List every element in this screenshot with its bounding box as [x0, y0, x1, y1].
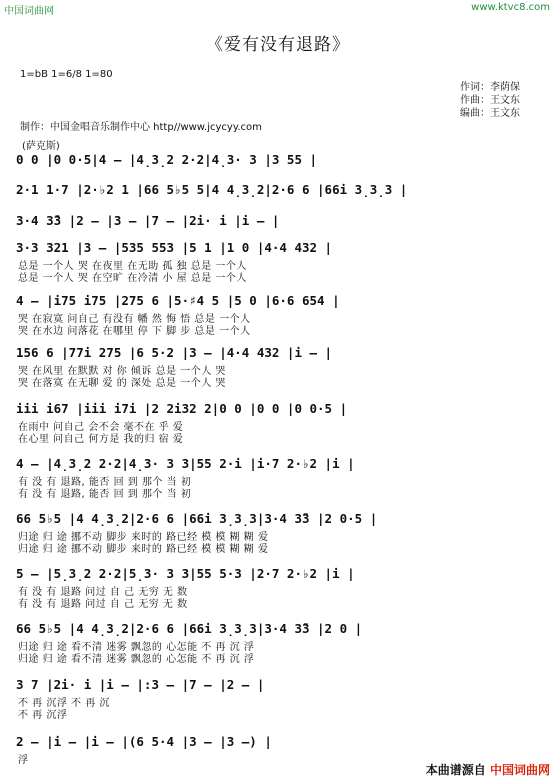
lyric-line: 不 再 沉浮	[18, 710, 68, 721]
footer-label: 本曲谱源自	[425, 763, 486, 777]
lyric-line: 在雨中 问自己 会不会 毫不在 乎 爱	[18, 422, 184, 433]
notation-row: 156 6 |77i 275 |6 5·2 |3 – |4·4 432 |i – |	[16, 345, 333, 360]
footer-source	[426, 761, 550, 778]
lyric-line: 哭 在落寞 在无聊 爱 的 深处 总是 一个人 哭	[18, 378, 226, 389]
lyric-line: 归途 归 途 挪不动 脚步 来时的 路已经 模 模 糊 糊 爱	[18, 544, 269, 555]
watermark-left: 中国词曲网	[4, 6, 54, 17]
instrument-label: (萨克斯)	[22, 141, 60, 152]
lyric-line: 哭 在风里 在默默 对 你 倾诉 总是 一个人 哭	[18, 366, 226, 377]
song-title: 《爱有没有退路》	[206, 35, 350, 55]
lyric-line: 有 没 有 退路 问过 自 己 无穷 无 数	[18, 587, 188, 598]
lyric-line: 哭 在水边 问落花 在哪里 停 下 脚 步 总是 一个人	[18, 326, 251, 337]
footer-brand[interactable]: 中国词曲网	[489, 763, 550, 777]
notation-row: iii i67 |iii i7i |2 2i32 2|0 0 |0 0 |0 0·5 |	[16, 401, 348, 416]
lyric-line: 归途 归 途 看不清 迷雾 飘忽的 心怎能 不 再 沉 浮	[18, 642, 255, 653]
lyric-line: 归途 归 途 挪不动 脚步 来时的 路已经 模 模 糊 糊 爱	[18, 532, 269, 543]
notation-row: 4 – |4̣3̣2 2·2|4̣3· 3 3|55 2·i |i·7 2·♭2 |i |	[16, 456, 355, 471]
lyric-line: 浮	[18, 755, 29, 766]
notation-row: 3 7 |2i· i |i – |:3 – |7 – |2 – |	[16, 677, 265, 692]
notation-row: 3·3 321 |3 – |535 553 |5 1 |1 0 |4·4 432 |	[16, 240, 333, 255]
lyric-line: 有 没 有 退路, 能否 回 到 那个 当 初	[18, 477, 192, 488]
lyric-line: 有 没 有 退路, 能否 回 到 那个 当 初	[18, 489, 192, 500]
key-signature: 1=bB 1=6/8 1=80	[20, 69, 113, 80]
notation-row: 5 – |5̣3̣2 2·2|5̣3· 3 3|55 5·3 |2·7 2·♭2 |i |	[16, 566, 355, 581]
notation-row: 3·4 3̄3 |2 – |3 – |7 – |2i· i |i – |	[16, 213, 280, 228]
lyricist-credit: 作词：李荫保	[460, 82, 520, 93]
notation-row: 0 0 |0 0·5|4 – |4̣3̣2 2·2|4̣3· 3 |3 55 |	[16, 152, 318, 167]
lyric-line: 总是 一个人 哭 在空旷 在冷清 小 屋 总是 一个人	[18, 273, 247, 284]
notation-row: 4 – |i75 i75 |275 6 |5·♯4 5 |5 0 |6·6 654 |	[16, 293, 340, 308]
composer-credit: 作曲：王文东	[460, 95, 520, 106]
notation-row: 2 – |i – |i – |(6 5·4 |3 – |3 –) |	[16, 734, 272, 749]
notation-row: 66 5♭5 |4 4̣3̣2|2·6 6 |66i 3̣3̣3|3·4 3̄3 |2 0·5 |	[16, 511, 378, 526]
lyric-line: 有 没 有 退路 问过 自 己 无穷 无 数	[18, 599, 188, 610]
lyric-line: 在心里 问自己 何方是 我的归 宿 爱	[18, 434, 184, 445]
producer-line: 制作：中国金唱音乐制作中心 http//www.jcycyy.com	[20, 122, 262, 133]
lyric-line: 归途 归 途 看不清 迷雾 飘忽的 心怎能 不 再 沉 浮	[18, 654, 255, 665]
notation-row: 66 5♭5 |4 4̣3̣2|2·6 6 |66i 3̣3̣3|3·4 3̄3 |2 0 |	[16, 621, 363, 636]
notation-row: 2·1 1·7 |2·♭2 1 |66 5♭5 5|4 4̣3̣2|2·6 6 |66i 3̣3̣3 |	[16, 182, 408, 197]
arranger-credit: 编曲：王文东	[460, 108, 520, 119]
lyric-line: 哭 在寂寞 问自己 有没有 幡 然 悔 悟 总是 一个人	[18, 314, 251, 325]
lyric-line: 不 再 沉浮 不 再 沉	[18, 698, 110, 709]
lyric-line: 总是 一个人 哭 在夜里 在无助 孤 独 总是 一个人	[18, 261, 247, 272]
watermark-right[interactable]: www.ktvc8.com	[471, 2, 550, 13]
